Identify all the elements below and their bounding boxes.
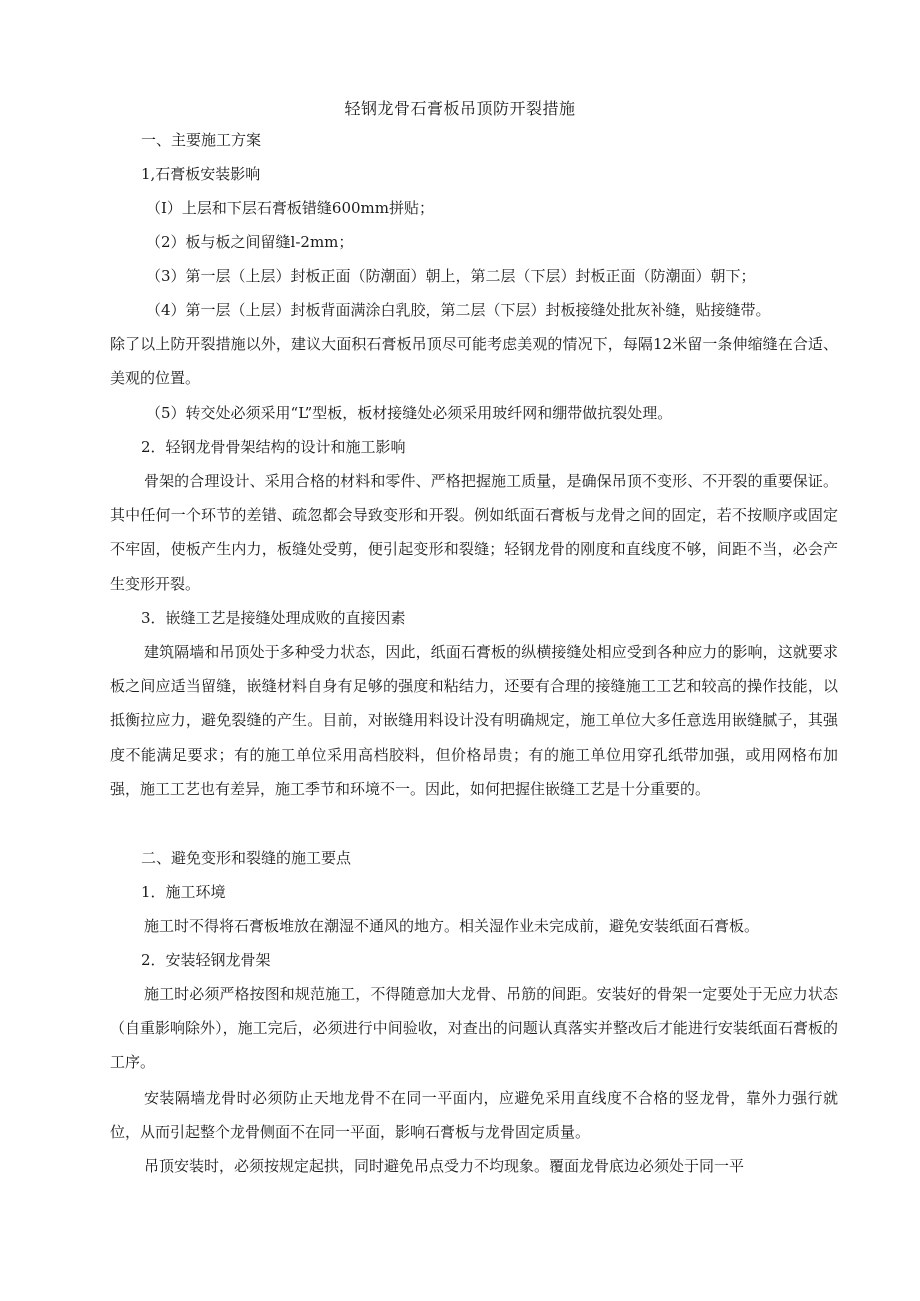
subsection-2-1-heading: 1．施工环境: [141, 883, 226, 901]
subsection-2-2-heading: 2．安装轻钢龙骨架: [141, 951, 271, 969]
list-item-2: （2）板与板之间留缝l-2mm；: [146, 233, 354, 251]
paragraph-joint-process: 建筑隔墙和吊顶处于多种受力状态，因此，纸面石膏板的纵横接缝处相应受到各种应力的影响，这就要求板之间应适当留缝，嵌缝材料自身有足够的强度和粘结力，还要有合理的接缝施工工艺和较高的操作技能，以抵衡拉应力，避免裂缝的产生。目前，对嵌缝用料设计没有明确规定，施工单位大多任意选用嵌缝腻子，其强度不能满足要求；有的施工单位采用高档胶料，但价格昂贵；有的施工单位用穿孔纸带加强，或用网格布加强，施工工艺也有差异，施工季节和环境不一。因此，如何把握住嵌缝工艺是十分重要的。: [110, 643, 838, 798]
list-item-3: （3）第一层（上层）封板正面（防潮面）朝上，第二层（下层）封板正面（防潮面）朝下；: [146, 267, 756, 285]
subsection-1-3-heading: 3．嵌缝工艺是接缝处理成败的直接因素: [141, 609, 406, 627]
list-item-1: （I）上层和下层石膏板错缝600mm拼贴；: [146, 199, 435, 217]
subsection-1-1-heading: 1,石膏板安装影响: [141, 165, 261, 183]
paragraph-frame-install-2: 安装隔墙龙骨时必须防止天地龙骨不在同一平面内，应避免采用直线度不合格的竖龙骨，靠外力强行就位，从而引起整个龙骨侧面不在同一平面，影响石膏板与龙骨固定质量。: [110, 1089, 838, 1142]
section-2-heading: 二、避免变形和裂缝的施工要点: [141, 849, 352, 867]
paragraph-frame-install-1: 施工时必须严格按图和规范施工，不得随意加大龙骨、吊筋的间距。安装好的骨架一定要处于无应力状态（自重影响除外），施工完后，必须进行中间验收，对查出的问题认真落实并整改后才能进行安装纸面石膏板的工序。: [110, 985, 838, 1072]
paragraph-frame-install-3: 吊顶安装时，必须按规定起拱，同时避免吊点受力不均现象。覆面龙骨底边必须处于同一平: [144, 1157, 745, 1175]
paragraph-environment: 施工时不得将石膏板堆放在潮湿不通风的地方。相关湿作业未完成前，避免安装纸面石膏板。: [144, 917, 760, 935]
section-1-heading: 一、主要施工方案: [141, 131, 262, 149]
document-title: 轻钢龙骨石膏板吊顶防开裂措施: [344, 99, 576, 118]
paragraph-frame-design: 骨架的合理设计、采用合格的材料和零件、严格把握施工质量，是确保吊顶不变形、不开裂的重要保证。其中任何一个环节的差错、疏忽都会导致变形和开裂。例如纸面石膏板与龙骨之间的固定，若不按顺序或固定不牢固，使板产生内力，板缝处受剪，便引起变形和裂缝；轻钢龙骨的刚度和直线度不够，间距不当，必会产生变形开裂。: [110, 472, 838, 593]
subsection-1-2-heading: 2．轻钢龙骨骨架结构的设计和施工影响: [141, 438, 406, 456]
paragraph-expansion-joint-note: 除了以上防开裂措施以外，建议大面积石膏板吊顶尽可能考虑美观的情况下，每隔12米留一条伸缩缝在合适、美观的位置。: [110, 335, 838, 388]
list-item-5: （5）转交处必须采用“L”型板，板材接缝处必须采用玻纤网和绷带做抗裂处理。: [146, 404, 673, 422]
list-item-4: （4）第一层（上层）封板背面满涂白乳胶，第二层（下层）封板接缝处批灰补缝，贴接缝带。: [146, 301, 771, 319]
